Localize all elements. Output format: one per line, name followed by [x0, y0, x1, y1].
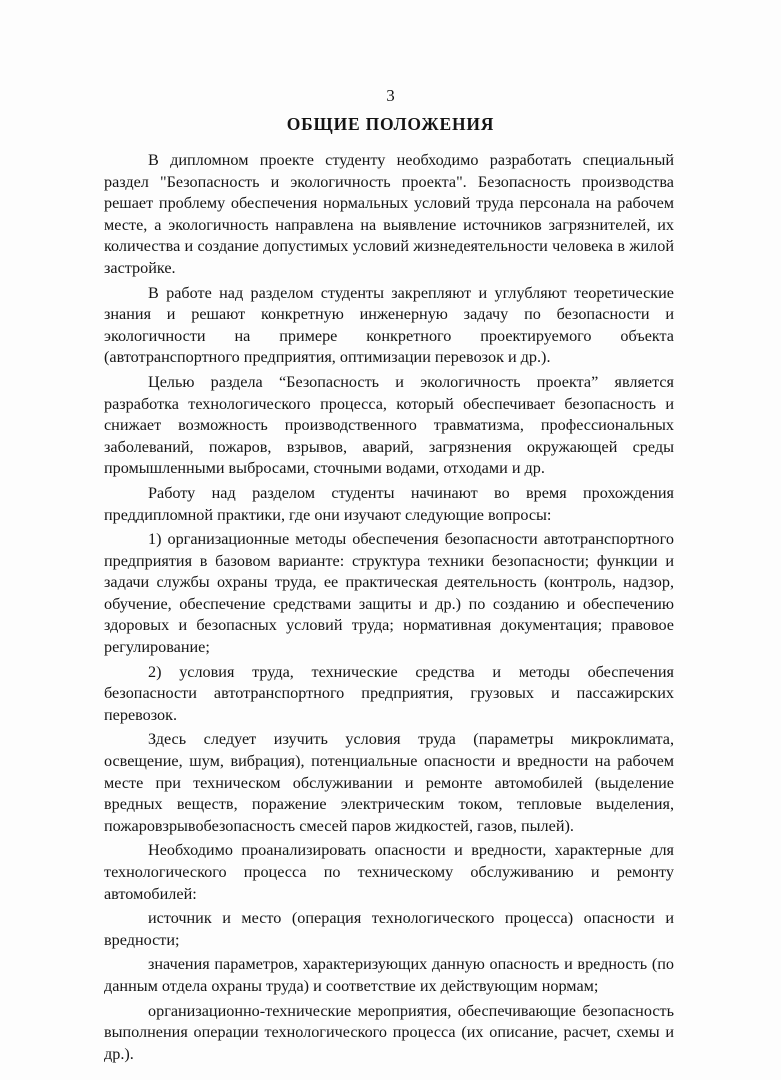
paragraph-analysis: Необходимо проанализировать опасности и вредности, характерные для технологического процесса по техническому обслуживанию и ремонту автомобилей: [104, 841, 674, 903]
page-title: ОБЩИЕ ПОЛОЖЕНИЯ [286, 114, 495, 134]
list-item-measures: организационно-технические мероприятия, обеспечивающие безопасность выполнения операции технологического процесса (их описание, расчет, схемы и др.). [104, 1001, 674, 1063]
list-item-parameters: значения параметров, характеризующих данную опасность и вредность (по данным отдела охраны труда) и соответствие их действующим нормам; [104, 955, 674, 995]
page-number: 3 [386, 86, 395, 105]
paragraph-work: В работе над разделом студенты закрепляют и углубляют теоретические знания и решают конкретную инженерную задачу по безопасности и экологичности на примере конкретного проектируемого объекта (автотранспортного предприятия, оптимизации перевозок и др.). [104, 283, 674, 367]
paragraph-intro: В дипломном проекте студенту необходимо разработать специальный раздел "Безопасность и экологичность проекта". Безопасность производства решает проблему обеспечения нормальных условий труда персонала на рабочем месте, а экологичность направлена на выявление источников загрязнителей, их количества и создание допустимых условий жизнедеятельности человека в жилой застройке. [104, 151, 674, 277]
paragraph-practice: Работу над разделом студенты начинают во время прохождения преддипломной практики, где они изучают следующие вопросы: [104, 483, 674, 524]
document-body [104, 150, 674, 1068]
paragraph-study: Здесь следует изучить условия труда (параметры микроклимата, освещение, шум, вибрация), потенциальные опасности и вредности на рабочем месте при техническом обслуживании и ремонте автомобилей (выделение вредных веществ, поражение электрическим током, тепловые выделения, пожаровзрывобезопасность смесей паров жидкостей, газов, пылей). [104, 730, 674, 835]
paragraph-goal: Целью раздела “Безопасность и экологичность проекта” является разработка технологического процесса, который обеспечивает безопасность и снижает возможность производственного травматизма, профессиональных заболеваний, пожаров, взрывов, аварий, загрязнения окружающей среды промышленными выбросами, сточными водами, отходами и др. [104, 372, 674, 478]
list-item-conditions: 2) условия труда, технические средства и методы обеспечения безопасности автотранспортного предприятия, грузовых и пассажирских перевозок. [104, 662, 674, 724]
list-item-organizational: 1) организационные методы обеспечения безопасности автотранспортного предприятия в базовом варианте: структура техники безопасности; функции и задачи службы охраны труда, ее практическая деятельность (контроль, надзор, обучение, обеспечение средствами защиты и др.) по созданию и обеспечению здоровых и безопасных условий труда; нормативная документация; правовое регулирование; [104, 530, 674, 657]
list-item-source: источник и место (операция технологического процесса) опасности и вредности; [104, 909, 674, 949]
